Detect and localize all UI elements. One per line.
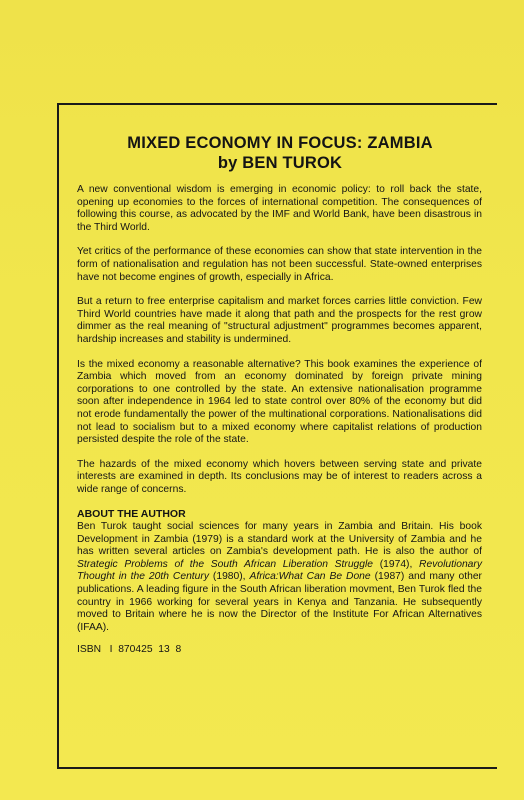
book-title-italic: Strategic Problems of the South African Liberation Struggle	[77, 558, 374, 570]
isbn-number: ISBN I 870425 13 8	[77, 644, 182, 656]
book-title-italic: Revolutionary Thought in the 20th Century	[77, 558, 482, 583]
author-bio-text: (1980),	[208, 571, 250, 583]
blurb-body	[77, 184, 482, 657]
about-author-text	[77, 521, 482, 634]
book-title	[60, 133, 500, 173]
blurb-paragraph-2: Yet critics of the performance of these economies can show that state intervention in the form of nationalisation and regulation has not been successful. State-owned enterprises have not become engines of growth, especially in Africa.	[77, 246, 482, 283]
blurb-paragraph-3: But a return to free enterprise capitalism and market forces carries little conviction. Few Third World countries have made it along that path and the prospects for the rest grow dimmer as the real meaning of "structural adjustment" programmes becomes apparent, hardship increases and stability is undermined.	[77, 296, 482, 345]
about-author-heading: ABOUT THE AUTHOR	[77, 508, 186, 521]
author-bio-text: (1974),	[373, 558, 420, 570]
author-byline: by BEN TUROK	[217, 154, 343, 172]
blurb-paragraph-5: The hazards of the mixed economy which hovers between serving state and private interests are examined in depth. Its conclusions may be of interest to readers across a wide range of concerns.	[77, 458, 482, 495]
blurb-paragraph-1: A new conventional wisdom is emerging in economic policy: to roll back the state, opening up economies to the forces of international competition. The consequences of following this course, as advocated by the IMF and World Bank, have been disastrous in the Third World.	[77, 184, 482, 233]
author-bio-text: Ben Turok taught social sciences for many years in Zambia and Britain. His book Development in Zambia (1979) is a standard work at the University of Zambia and he has written several articles on Zambia's development path. He is also the author of	[77, 521, 482, 558]
blurb-paragraph-4: Is the mixed economy a reasonable alternative? This book examines the experience of Zambia which moved from an economy dominated by foreign private mining corporations to one controlled by the state. An extensive nationalisation programme soon after independence in 1964 led to state control over 80% of the economy but did not erode fundamentally the power of the multinational corporations. Nationalisations did not lead to socialism but to a mixed economy where capitalist relations of production persisted despite the role of the state.	[77, 358, 482, 446]
book-title-italic: Africa:What Can Be Done	[249, 571, 371, 583]
title-line: MIXED ECONOMY IN FOCUS: ZAMBIA	[127, 134, 433, 152]
author-bio-text: (1987) and many other publications. A leading figure in the South African liberation movment, Ben Turok fled the country in 1966 working for several years in Kenya and Tanzania. He subsequently moved to Britain where he is now the Director of the Institute For African Alternatives (IFAA).	[77, 571, 482, 633]
